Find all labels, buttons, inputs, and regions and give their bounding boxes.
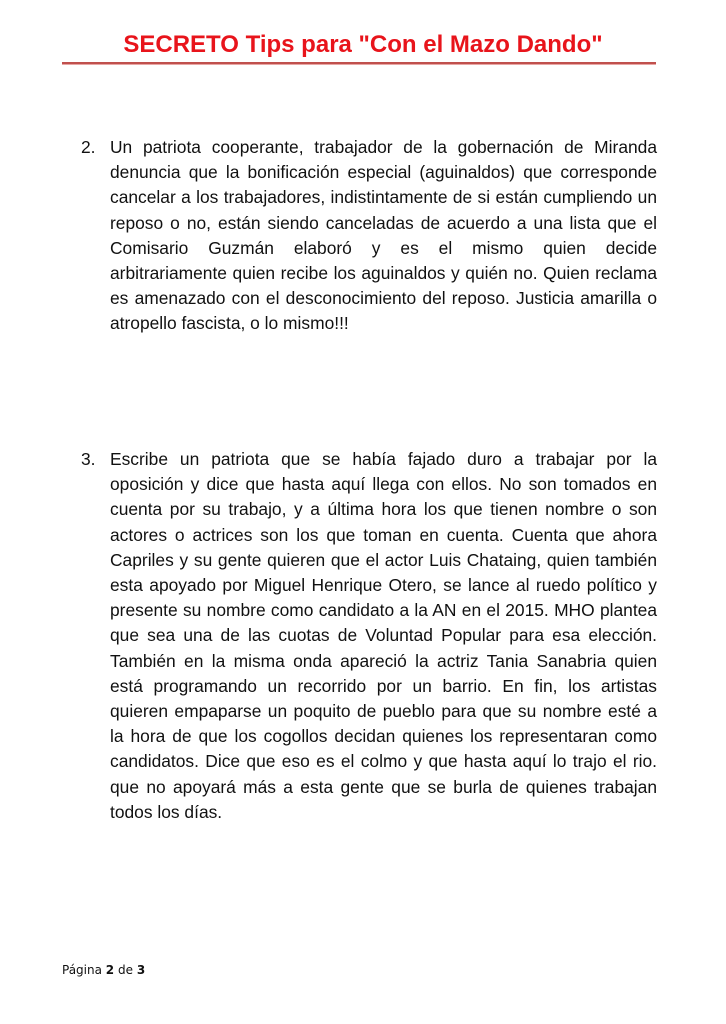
page-footer: [62, 962, 145, 978]
list-item-number: 2.: [81, 137, 96, 157]
page-title: SECRETO Tips para "Con el Mazo Dando": [123, 31, 603, 58]
page-current: 2: [105, 963, 115, 977]
page-separator: de: [117, 963, 133, 977]
list-item: [81, 447, 657, 825]
page-total: 3: [136, 963, 146, 977]
title-divider: [62, 62, 656, 65]
list-item: [81, 135, 657, 337]
list-item-number: 3.: [81, 449, 96, 469]
list-item-text: Escribe un patriota que se había fajado duro a trabajar por la oposición y dice que hasta aquí llega con ellos. No son tomados en cuenta por su trabajo, y a última hora los que tienen nombre o son actores o actrices son los que toman en cuenta. Cuenta que ahora Capriles y su gente quieren que el actor Luis Chataing, quien también esta apoyado por Miguel Henrique Otero, se lance al ruedo político y presente su nombre como candidato a la AN en el 2015. MHO plantea que sea una de las cuotas de Voluntad Popular para esa elección. También en la misma onda apareció la actriz Tania Sanabria quien está programando un recorrido por un barrio. En fin, los artistas quieren empaparse un poquito de pueblo para que su nombre esté a la hora de que los cogollos decidan quienes los representaran como candidatos. Dice que eso es el colmo y que hasta aquí lo trajo el rio. que no apoyará más a esta gente que se burla de quienes trabajan todos los días.: [110, 449, 657, 822]
list-item-text: Un patriota cooperante, trabajador de la gobernación de Miranda denuncia que la bonificación especial (aguinaldos) que corresponde cancelar a los trabajadores, indistintamente de si están cumpliendo un reposo o no, están siendo canceladas de acuerdo a una lista que el Comisario Guzmán elaboró y es el mismo quien decide arbitrariamente quien recibe los aguinaldos y quién no. Quien reclama es amenazado con el desconocimiento del reposo. Justicia amarilla o atropello fascista, o lo mismo!!!: [110, 137, 657, 334]
page-label: Página: [62, 963, 102, 977]
